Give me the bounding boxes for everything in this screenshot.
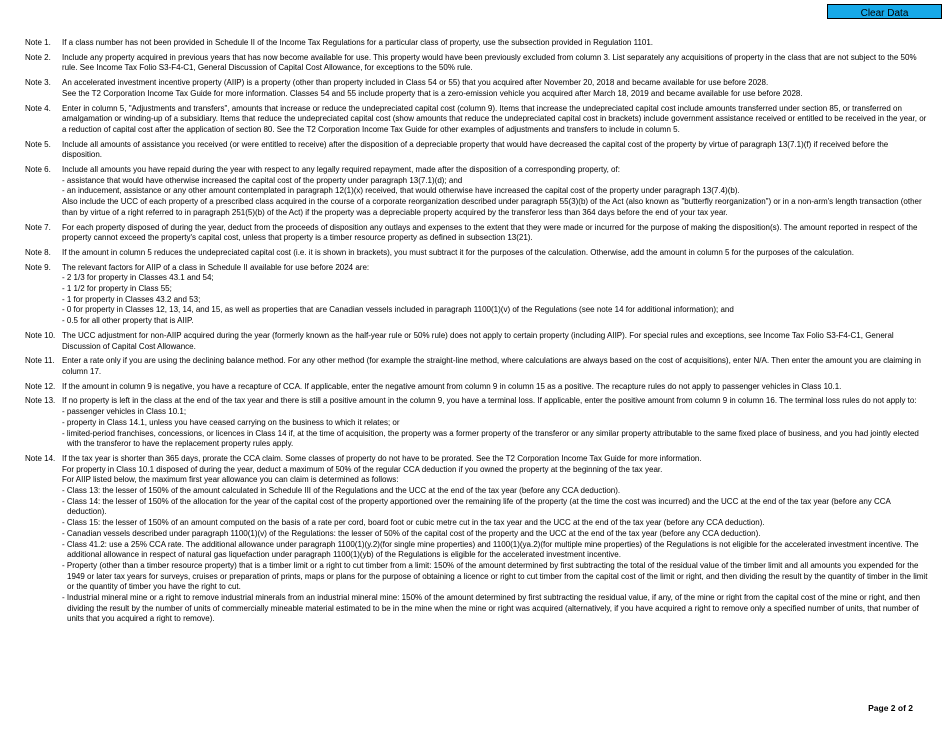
note-paragraph: Include all amounts of assistance you received (or were entitled to receive) after the disposition of a depreciable property that would have decreased the capital cost of the property by virtue of paragraph 13(7.1)(f) if received before the disposition. xyxy=(62,139,889,160)
note-text xyxy=(62,53,930,74)
note-number: Note 12. xyxy=(25,381,56,391)
note-list-item: - limited-period franchises, concessions, or licences in Class 14 if, at the time of acquisition, the property was a former property of the transferor or any similar property attributable to the same fixed place of business, and you had jointly elected with the transferor to have the replacement property rules apply. xyxy=(62,428,919,449)
page-number: Page 2 of 2 xyxy=(868,703,913,713)
note-13 xyxy=(25,396,930,450)
note-text xyxy=(62,223,930,244)
note-list-item: - 2 1/3 for property in Classes 43.1 and 54; xyxy=(62,273,214,283)
note-paragraph: For property in Class 10.1 disposed of during the year, deduct a maximum of 50% of the regular CCA deduction if you owned the property at the beginning of the tax year. xyxy=(62,464,663,474)
note-3 xyxy=(25,78,930,99)
note-text xyxy=(62,454,930,625)
note-paragraph: If the amount in column 9 is negative, you have a recapture of CCA. If applicable, enter the negative amount from column 9 in column 15 as a positive. The recapture rules do not apply to passenger vehicles in Class 10.1. xyxy=(62,381,842,391)
note-paragraph: If the tax year is shorter than 365 days, prorate the CCA claim. Some classes of property do not have to be prorated. See the T2 Corporation Income Tax Guide for more information. xyxy=(62,453,702,463)
note-text xyxy=(62,104,930,136)
note-paragraph: See the T2 Corporation Income Tax Guide for more information. Classes 54 and 55 include property that is a zero-emission vehicle you acquired after March 18, 2019 and became available for use before 2028. xyxy=(62,88,803,98)
note-list-item: - 1 1/2 for property in Class 55; xyxy=(62,284,172,294)
note-paragraph: For AIIP listed below, the maximum first year allowance you can claim is determined as follows: xyxy=(62,475,399,485)
notes-section xyxy=(25,38,930,629)
note-4 xyxy=(25,104,930,136)
note-9 xyxy=(25,263,930,327)
note-paragraph: Enter a rate only if you are using the declining balance method. For any other method (for example the straight-line method, where calculations are always based on the cost of acquisitions), enter N/A. Then enter the amount you are claiming in column 17. xyxy=(62,356,921,376)
note-text xyxy=(62,396,930,450)
note-paragraph: If the amount in column 5 reduces the undepreciated capital cost (i.e. it is shown in brackets), you must subtract it for the purposes of the calculation. Otherwise, add the amount in column 5 for the purposes of the calculation. xyxy=(62,247,854,257)
note-list-item: - Property (other than a timber resource property) that is a timber limit or a right to cut timber from a limit: 150% of the amount determined by first subtracting the total of the residual value of the timber limit and all amounts you expended for the 1949 or later tax years for surveys, cruises or preparation of prints, maps or plans for the purpose of obtaining a licence or right to cut timber from the capital cost of the limit or right, and then dividing the result by the quantity of timber in the limit or the quantity of timber you have the right to cut. xyxy=(62,560,928,592)
note-paragraph: An accelerated investment incentive property (AIIP) is a property (other than property included in Class 54 or 55) that you acquired after November 20, 2018 and became available for use before 2028. xyxy=(62,78,769,88)
note-number: Note 3. xyxy=(25,78,51,88)
note-list-item: - passenger vehicles in Class 10.1; xyxy=(62,407,187,417)
note-list-item: - Class 14: the lesser of 150% of the allocation for the year of the capital cost of the property apportioned over the remaining life of the property (at the time the cost was incurred) and the UCC at the end of the tax year (before any CCA deduction). xyxy=(62,496,891,517)
note-number: Note 11. xyxy=(25,356,55,366)
note-list-item: - assistance that would have otherwise increased the capital cost of the property under paragraph 13(7.1)(d); and xyxy=(62,175,463,185)
note-text xyxy=(62,165,930,219)
note-text xyxy=(62,382,930,393)
note-text xyxy=(62,38,930,49)
note-paragraph: For each property disposed of during the year, deduct from the proceeds of disposition any outlays and expenses to the extent that they were made or incurred for the purpose of making the disposition(s). The amount reported in respect of the property cannot exceed the property's capital cost, unless that property is a timber resource property as defined in subsection 13(21). xyxy=(62,222,918,243)
note-list-item: - 1 for property in Classes 43.2 and 53; xyxy=(62,294,201,304)
note-list-item: - Class 41.2: use a 25% CCA rate. The additional allowance under paragraph 1100(1)(y.2)(for single mine properties) and 1100(1)(ya.2)(for multiple mine properties) of the Regulations is not eligible for the accelerated investment incentive. The additional allowance in respect of natural gas liquefaction under paragraph 1100(1)(yb) of the Regulations is eligible for the accelerated investment incentive. xyxy=(62,539,919,560)
note-10 xyxy=(25,331,930,352)
note-12 xyxy=(25,382,930,393)
note-11 xyxy=(25,356,930,377)
note-number: Note 7. xyxy=(25,222,51,232)
note-text xyxy=(62,263,930,327)
note-list-item: - 0 for property in Classes 12, 13, 14, and 15, as well as properties that are Canadian vessels included in paragraph 1100(1)(v) of the Regulations (see note 14 for additional information); and xyxy=(62,305,734,315)
clear-data-button[interactable]: Clear Data xyxy=(827,4,942,19)
note-list-item: - property in Class 14.1, unless you have ceased carrying on the business to which it relates; or xyxy=(62,417,400,427)
note-7 xyxy=(25,223,930,244)
note-number: Note 9. xyxy=(25,262,51,272)
note-number: Note 8. xyxy=(25,247,51,257)
note-number: Note 10. xyxy=(25,330,56,340)
note-14 xyxy=(25,454,930,625)
note-text xyxy=(62,331,930,352)
note-number: Note 1. xyxy=(25,38,51,47)
note-paragraph: Include all amounts you have repaid during the year with respect to any legally required repayment, made after the disposition of a corresponding property, of: xyxy=(62,165,620,175)
note-list-item: - an inducement, assistance or any other amount contemplated in paragraph 12(1)(x) received, that would otherwise have increased the capital cost of the property under paragraph 13(7.4)(b). xyxy=(62,186,740,196)
note-text xyxy=(62,140,930,161)
note-number: Note 13. xyxy=(25,396,56,406)
note-number: Note 5. xyxy=(25,139,51,149)
note-2 xyxy=(25,53,930,74)
note-paragraph: Also include the UCC of each property of a prescribed class acquired in the course of a corporate reorganization described under paragraph 55(3)(b) of the Act (also known as "butterfly reorganization") or in a non-arm's length transaction (other than by virtue of a right referred to in paragraph 251(5)(b) of the Act) if the property was a depreciable property acquired by the transferor less than 364 days before the end of your tax year. xyxy=(62,197,922,217)
note-8 xyxy=(25,248,930,259)
note-list-item: - Class 13: the lesser of 150% of the amount calculated in Schedule III of the Regulations and the UCC at the end of the tax year (before any CCA deduction). xyxy=(62,486,621,496)
note-paragraph: If no property is left in the class at the end of the tax year and there is still a positive amount in the column 9, you have a terminal loss. If applicable, enter the positive amount from column 9 in column 16. The terminal loss rules do not apply to: xyxy=(62,396,917,406)
note-6 xyxy=(25,165,930,219)
note-paragraph: If a class number has not been provided in Schedule II of the Income Tax Regulations for a particular class of property, use the subsection provided in Regulation 1101. xyxy=(62,38,654,47)
note-number: Note 4. xyxy=(25,103,51,113)
note-text xyxy=(62,248,930,259)
note-5 xyxy=(25,140,930,161)
note-number: Note 6. xyxy=(25,165,51,175)
note-text xyxy=(62,356,930,377)
note-number: Note 2. xyxy=(25,52,51,62)
note-paragraph: The relevant factors for AIIP of a class in Schedule II available for use before 2024 are: xyxy=(62,262,370,272)
note-list-item: - Class 15: the lesser of 150% of an amount computed on the basis of a rate per cord, board foot or cubic metre cut in the tax year and the UCC at the end of the tax year (before any CCA deduction). xyxy=(62,518,765,528)
note-paragraph: Enter in column 5, "Adjustments and transfers", amounts that increase or reduce the undepreciated capital cost (column 9). Items that increase the undepreciated capital cost include amounts transferred under section 85, or transferred on amalgamation or winding-up of a subsidiary. Items that reduce the undepreciated capital cost (show amounts that reduce the undepreciated capital cost in brackets) include government assistance received or entitled to be received in the year, or a reduction of capital cost after the application of section 80. See the T2 Corporation Income Tax Guide for other examples of adjustments and transfers to include in column 5. xyxy=(62,103,927,134)
note-list-item: - Industrial mineral mine or a right to remove industrial minerals from an industrial mineral mine: 150% of the amount determined by first subtracting the residual value, if any, of the mine or right from the capital cost of the mine or right, and then dividing the result by the number of units of commercially mineable material estimated to be in the mine when the mine or right was acquired (alternatively, if you have acquired a right to remove only a specified number of units, that number of units that you acquired a right to remove). xyxy=(62,593,921,624)
note-paragraph: Include any property acquired in previous years that has now become available for use. This property would have been previously excluded from column 3. List separately any acquisitions of property in the class that are not subject to the 50% rule. See Income Tax Folio S3-F4-C1, General Discussion of Capital Cost Allowance, for exceptions to the 50% rule. xyxy=(62,52,917,73)
note-text xyxy=(62,78,930,99)
note-list-item: - Canadian vessels described under paragraph 1100(1)(v) of the Regulations: the lesser of 50% of the capital cost of the property and the UCC at the end of the tax year (before any CCA deduction). xyxy=(62,528,761,538)
note-list-item: - 0.5 for all other property that is AIIP. xyxy=(62,316,194,326)
note-1 xyxy=(25,38,930,49)
note-number: Note 14. xyxy=(25,453,56,463)
note-paragraph: The UCC adjustment for non-AIIP acquired during the year (formerly known as the half-year rule or 50% rule) does not apply to certain property (including AIIP). For special rules and exceptions, see Income Tax Folio S3-F4-C1, General Discussion of Capital Cost Allowance. xyxy=(62,330,894,351)
